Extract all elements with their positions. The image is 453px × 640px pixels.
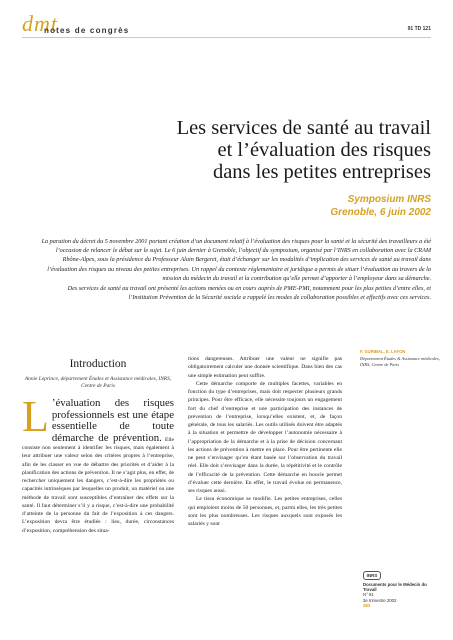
author-affiliation: Département Études & Assistance médicales, INRS, Centre de Paris (360, 356, 440, 367)
title-line-3: dans les petites entreprises (212, 161, 431, 183)
abstract-paragraph-1: La parution du décret du 5 novembre 2001 portant création d’un document relatif à l’évaluation des risques pour la santé et la sécurité des travailleurs a été l’occasion de relancer le débat sur le sujet. Le 6 juin dernier à Grenoble, l’objectif du symposium, organisé par l’INRS en collaboration avec la CRAM Rhône-Alpes, sous la présidence du Professeur Alain Bergeret, était d’échanger sur les modalités d’implication des services de santé au travail dans l’évaluation des risques au niveau des petites entreprises. Un rappel du contexte réglementaire et juridique a permis de situer l’évaluation au travers de la mission du médecin du travail et la contribution qu’elle permet d’apporter à l’employeur dans sa démarche. (41, 238, 431, 282)
publication-label: Documents pour le Médecin du Travail (363, 582, 427, 593)
column-2-paragraph-1: tions dangereuses. Attribuer une valeur ne signifie pas obligatoirement calculer une donnée scientifique. Dans bien des cas une simple estimation peut suffire. (188, 356, 342, 379)
abstract (40, 237, 431, 303)
title-line-2: et l’évaluation des risques (217, 139, 431, 161)
section-author: Annie Leprince, département Études et Assistance médicales, INRS, Centre de Paris (24, 376, 172, 389)
publication-quarter: 3e trimestre 2002 (363, 597, 397, 603)
series-label: notes de congrès (44, 26, 130, 35)
document-code: 91 TD 121 (407, 26, 431, 32)
column-1-text (22, 392, 174, 535)
symposium-info (330, 193, 431, 219)
column-1-body: Elle consiste non seulement à identifier les risques, mais également à leur attribuer une valeur selon des critères propres à l’entreprise, afin de les classer en vue de débattre des priorités et d’aider à la planification des actions de prévention. Il ne s’agit plus, en effet, de rechercher uniquement les dangers, c’est-à-dire les propriétés ou capacités intrinsèques par lesquelles un produit, un matériel ou une méthode de travail sont susceptibles d’entraîner des effets sur la santé. Il faut déterminer s’il y a risque, c’est-à-dire une probabilité d’atteinte de la personne du fait de l’exposition à ces dangers. L’exposition devra être étudiée : lieu, durée, circonstances d’exposition, compréhension des situa- (22, 436, 174, 534)
publication-info (363, 582, 433, 608)
lead-sentence: ’évaluation des risques professionnels est une étape essentielle de toute démarche de prévention. (51, 397, 174, 444)
section-heading: Introduction (69, 358, 127, 370)
column-2-text (188, 355, 342, 528)
column-1 (22, 355, 174, 535)
publication-issue: N° 91 (363, 592, 374, 598)
column-2-paragraph-3: Le tissu économique se modifie. Les petites entreprises, celles qui emploient moins de 50 personnes, et, parmi elles, les très petites sont les plus nombreuses. Les risques auxquels sont exposés les salariés y sont (188, 496, 342, 527)
abstract-paragraph-2: Des services de santé au travail ont présenté les actions menées ou en cours auprès de PME-PMI, notamment pour les plus petites d’entre elles, et l’Institution Prévention de la Sécurité sociale a rappelé les modes de collaboration possibles et effectifs avec ces services. (67, 285, 431, 302)
journal-logo: dmt (22, 11, 58, 36)
symposium-place-date: Grenoble, 6 juin 2002 (330, 207, 431, 218)
drop-cap: L (22, 392, 49, 441)
symposium-name: Symposium INRS (347, 194, 431, 205)
article-title (71, 117, 431, 183)
title-line-1: Les services de santé au travail (176, 117, 431, 139)
page-number: 283 (363, 602, 371, 608)
column-2 (188, 355, 342, 528)
article-authors: F. GURIBAL, E. LAFON (360, 349, 406, 354)
header-rule (22, 37, 431, 38)
inrs-logo: INRS (363, 571, 381, 580)
column-2-paragraph-2: Cette démarche comporte de multiples facettes, variables en fonction du type d’entreprises, mais doit respecter plusieurs grands principes. Pour être efficace, elle nécessite toujours un engagement fort du chef d’entreprise et une participation des instances de prévention de l’entreprise, lorsqu’elles existent, et, de façon générale, de tous les salariés. Les outils utilisés doivent être adaptés à la situation et permettre de développer l’autonomie nécessaire à l’appropriation de la démarche et à la prise de décision concernant les actions de prévention à mettre en place. Pour être pertinente elle ne peut s’envisager qu’en étant basée sur l’observation du travail réel. Elle doit s’envisager dans la durée, la répétitivité et le contrôle de l’efficacité de la prévention. Cette démarche en boucle permet d’évaluer cette dernière. En effet, le travail évolue en permanence, ses risques aussi. (188, 380, 342, 494)
